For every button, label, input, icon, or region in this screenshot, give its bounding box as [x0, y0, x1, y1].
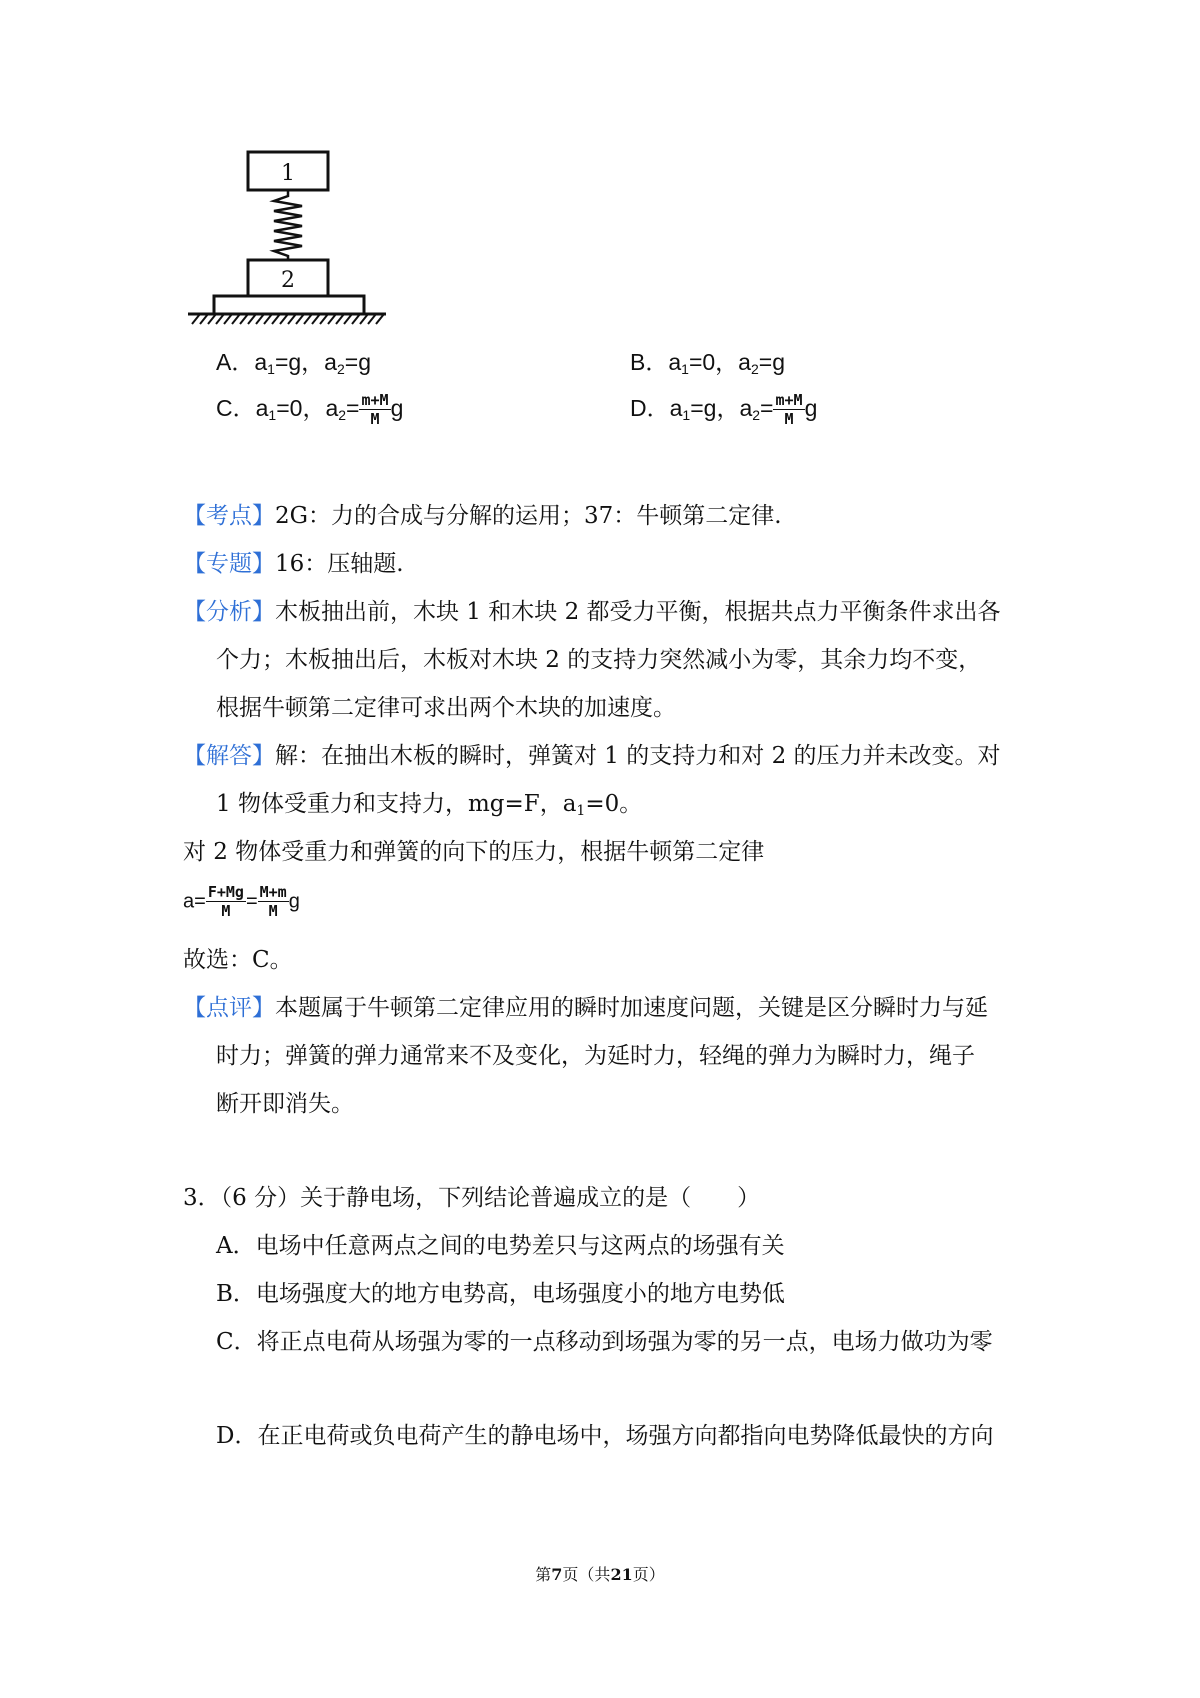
fenxi-line-1: 【分析】木板抽出前，木块 1 和木块 2 都受力平衡，根据共点力平衡条件求出各 — [183, 599, 1001, 625]
fenxi-tag: 【分析】 — [183, 599, 275, 625]
q2-option-a: A．$a_1=g$，$a_2=g$ — [216, 349, 371, 377]
fraction: $\frac{m+M}{M}$ — [361, 391, 389, 428]
dianping-line-1: 【点评】本题属于牛顿第二定律应用的瞬时加速度问题，关键是区分瞬时力与延 — [183, 995, 988, 1021]
q3-option-d: D．在正电荷或负电荷产生的静电场中，场强方向都指向电势降低最快的方向 — [216, 1423, 994, 1449]
jieda-line-2: 1 物体受重力和支持力，mg=F，$a_1=0$。 — [216, 791, 643, 819]
fraction: $\frac{m+M}{M}$ — [775, 391, 803, 428]
q3-option-c: C．将正点电荷从场强为零的一点移动到场强为零的另一点，电场力做功为零 — [216, 1329, 993, 1355]
spring-blocks-figure — [186, 148, 396, 328]
block-1-label: 1 — [281, 161, 295, 186]
q3-option-b: B．电场强度大的地方电势高，电场强度小的地方电势低 — [216, 1281, 785, 1307]
kaodian-line: 【考点】2G：力的合成与分解的运用；37：牛顿第二定律. — [183, 503, 782, 529]
jieda-tag: 【解答】 — [183, 743, 275, 769]
q3-option-a: A．电场中任意两点之间的电势差只与这两点的场强有关 — [216, 1233, 785, 1259]
block-2-label: 2 — [281, 268, 295, 293]
dianping-tag: 【点评】 — [183, 995, 275, 1021]
total-pages: 21 — [610, 1565, 633, 1584]
page-footer: 第7页（共21页） — [535, 1565, 665, 1584]
q3-stem: 3．（6 分）关于静电场，下列结论普遍成立的是（ ） — [183, 1185, 761, 1211]
spring — [274, 190, 302, 260]
zhuanti-line: 【专题】16：压轴题. — [183, 551, 404, 577]
fraction: $\frac{F+Mg}{M}$ — [207, 883, 244, 920]
kaodian-tag: 【考点】 — [183, 503, 275, 529]
q2-option-b: B．$a_1=0$，$a_2=g$ — [630, 349, 785, 377]
page-number: 7 — [551, 1565, 563, 1584]
jieda-line-1: 【解答】解：在抽出木板的瞬时，弹簧对 1 的支持力和对 2 的压力并未改变。对 — [183, 743, 1001, 769]
zhuanti-tag: 【专题】 — [183, 551, 275, 577]
formula-line: a= $\frac{F+Mg}{M}$ = $\frac{M+m}{M}$ g — [183, 883, 300, 920]
jieda-line-3: 对 2 物体受重力和弹簧的向下的压力，根据牛顿第二定律 — [183, 839, 765, 865]
fraction: $\frac{M+m}{M}$ — [259, 883, 287, 920]
dianping-line-3: 断开即消失。 — [216, 1091, 354, 1117]
q2-option-c: C．$a_1=0$，$a_2=$ $\frac{m+M}{M}$ g — [216, 391, 404, 428]
dianping-line-2: 时力；弹簧的弹力通常来不及变化，为延时力，轻绳的弹力为瞬时力，绳子 — [216, 1043, 975, 1069]
board — [214, 296, 364, 314]
q2-option-d: D．$a_1=g$，$a_2=$ $\frac{m+M}{M}$ g — [630, 391, 818, 428]
fenxi-line-3: 根据牛顿第二定律可求出两个木块的加速度。 — [216, 695, 676, 721]
answer-line: 故选：C。 — [183, 947, 293, 973]
fenxi-line-2: 个力；木板抽出后，木板对木块 2 的支持力突然减小为零，其余力均不变， — [216, 647, 982, 673]
